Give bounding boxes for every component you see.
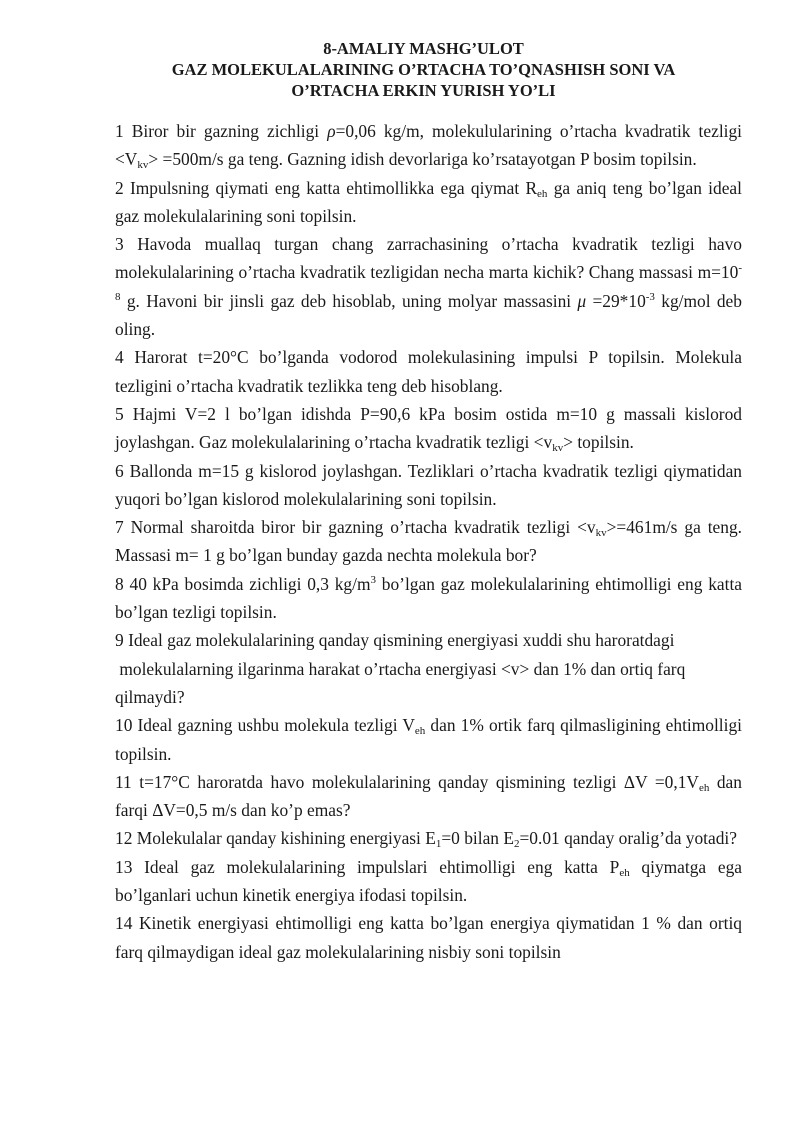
problem-number: 13 xyxy=(115,856,133,877)
problem-text: ga aniq teng bo’lgan ideal gaz molekulalarining soni topilsin. xyxy=(115,177,742,226)
problem-text: dan farqi xyxy=(115,771,742,821)
problem-4 xyxy=(115,343,742,400)
problem-text: Hajmi V=2 l bo’lgan idishda P=90,6 kPa bosim ostida m=10 g massali kislorod joylashgan. Gaz molekulalarining o’rtacha kvadratik tezligi <v xyxy=(115,403,742,453)
problem-text: > topilsin. xyxy=(563,432,634,453)
subscript: eh xyxy=(414,725,426,738)
problem-number: 5 xyxy=(115,403,124,424)
problem-text: Molekulalar qanday kishining energiyasi E xyxy=(136,828,436,849)
delta-symbol: Δ xyxy=(152,800,164,821)
problem-text: Ideal gaz molekulalarining qanday qismining energiyasi xuddi shu haroratdagi xyxy=(128,630,675,651)
problem-text: qiymatga ega bo’lganlari uchun kinetik energiya ifodasi topilsin. xyxy=(115,856,742,906)
subscript: kv xyxy=(552,442,564,455)
problem-11 xyxy=(115,768,742,825)
problem-text: bo’lgan gaz molekulalarining ehtimolligi eng katta bo’lgan tezligi topilsin. xyxy=(115,573,742,623)
problem-text: =0,06 kg/m, molekulularining o’rtacha kvadratik tezligi <V xyxy=(115,121,743,170)
problem-1 xyxy=(115,117,742,174)
problem-number: 11 xyxy=(115,771,132,792)
document-header xyxy=(105,38,742,101)
problem-text: =29*10 xyxy=(586,290,646,311)
problem-number: 1 xyxy=(115,121,124,141)
subscript: eh xyxy=(698,781,710,794)
mu-symbol: μ xyxy=(577,290,587,311)
problem-3 xyxy=(115,230,742,343)
problem-text: Harorat t=20°C bo’lganda vodorod molekulasining impulsi P topilsin. Molekula tezligini o’rtacha kvadratik tezlikka teng deb hisoblang. xyxy=(115,347,742,396)
problem-text: Havoda muallaq turgan chang zarrachasining o’rtacha kvadratik tezligi havo molekulalarining o’rtacha kvadratik tezligidan necha marta kichik? Chang massasi m=10 xyxy=(115,234,742,283)
problem-7 xyxy=(115,513,760,570)
problem-text: molekulalarning ilgarinma harakat o’rtacha energiyasi <v> dan 1% dan ortiq farq qilmaydi? xyxy=(115,658,690,707)
problem-9 xyxy=(115,626,742,711)
problem-14 xyxy=(115,909,742,966)
problem-number: 3 xyxy=(115,234,124,255)
problem-text: Ideal gaz molekulalarining impulslari ehtimolligi eng katta P xyxy=(144,856,620,877)
subscript: eh xyxy=(537,187,548,200)
problem-number: 12 xyxy=(115,828,133,849)
lesson-title: 8-AMALIY MASHG’ULOT xyxy=(323,39,524,58)
topic-title-line-1: GAZ MOLEKULALARINING O’RTACHA TO’QNASHISH SONI VA xyxy=(171,60,676,79)
problem-6 xyxy=(115,457,742,514)
problem-text: =0.01 qanday oralig’da yotadi? xyxy=(519,828,737,849)
problem-text: >=461m/s ga teng. Massasi m= 1 g bo’lgan bunday gazda nechta molekula bor? xyxy=(115,517,760,566)
problem-number: 8 xyxy=(115,573,124,594)
subscript: kv xyxy=(595,527,607,540)
problem-text: 40 kPa bosimda zichligi 0,3 kg/m xyxy=(129,573,371,594)
problem-number: 4 xyxy=(115,347,124,368)
problem-text: Ideal gazning ushbu molekula tezligi V xyxy=(137,715,415,736)
superscript: -3 xyxy=(645,290,655,303)
problem-number: 9 xyxy=(115,630,124,651)
rho-symbol: ρ xyxy=(327,121,336,141)
problem-number: 7 xyxy=(115,517,124,538)
delta-symbol: Δ xyxy=(623,771,636,792)
problem-text: Impulsning qiymati eng katta ehtimollikka ega qiymat R xyxy=(129,177,538,198)
problem-5 xyxy=(115,400,742,457)
problem-text: Kinetik energiyasi ehtimolligi eng katta bo’lgan energiya qiymatidan 1 % dan ortiq farq qilmaydigan ideal gaz molekulalarining nisbiy soni topilsin xyxy=(115,913,742,962)
problem-text: dan 1% ortik farq qilmasligining ehtimolligi topilsin. xyxy=(115,715,742,764)
problem-text: kg/mol deb oling. xyxy=(115,290,742,340)
topic-title-line-2: O’RTACHA ERKIN YURISH YO’LI xyxy=(291,81,556,100)
problem-2 xyxy=(115,174,742,231)
problem-number: 6 xyxy=(115,460,124,481)
problem-text: V =0,1V xyxy=(635,771,699,792)
problem-12 xyxy=(115,824,742,852)
problem-number: 2 xyxy=(115,177,124,198)
problem-text: > =500m/s ga teng. Gazning idish devorlariga ko’rsatayotgan P bosim topilsin. xyxy=(148,149,697,170)
subscript: kv xyxy=(137,159,149,172)
problem-text: Biror bir gazning zichligi xyxy=(131,121,328,141)
problem-text: =0 bilan E xyxy=(441,828,514,849)
superscript: -8 xyxy=(115,262,742,303)
problem-text: Ballonda m=15 g kislorod joylashgan. Tezliklari o’rtacha kvadratik tezligi qiymatidan yuqori bo’lgan kislorod molekulalarining soni topilsin. xyxy=(115,460,742,509)
subscript: 1 xyxy=(435,838,442,851)
problem-text: g. Havoni bir jinsli gaz deb hisoblab, uning molyar massasini xyxy=(120,290,578,311)
subscript: 2 xyxy=(513,838,520,851)
problem-number: 10 xyxy=(115,715,133,736)
problem-text: V=0,5 m/s dan ko’p emas? xyxy=(163,800,351,821)
problem-8 xyxy=(115,570,742,627)
problem-text: Normal sharoitda biror bir gazning o’rtacha kvadratik tezligi <v xyxy=(130,517,596,538)
subscript: eh xyxy=(619,866,630,879)
superscript: 3 xyxy=(370,573,376,586)
problem-text: t=17°C haroratda havo molekulalarining qanday qismining tezligi xyxy=(139,771,624,792)
problem-number: 14 xyxy=(115,913,133,934)
problem-list xyxy=(115,117,760,966)
problem-13 xyxy=(115,853,742,910)
problem-10 xyxy=(115,711,742,768)
